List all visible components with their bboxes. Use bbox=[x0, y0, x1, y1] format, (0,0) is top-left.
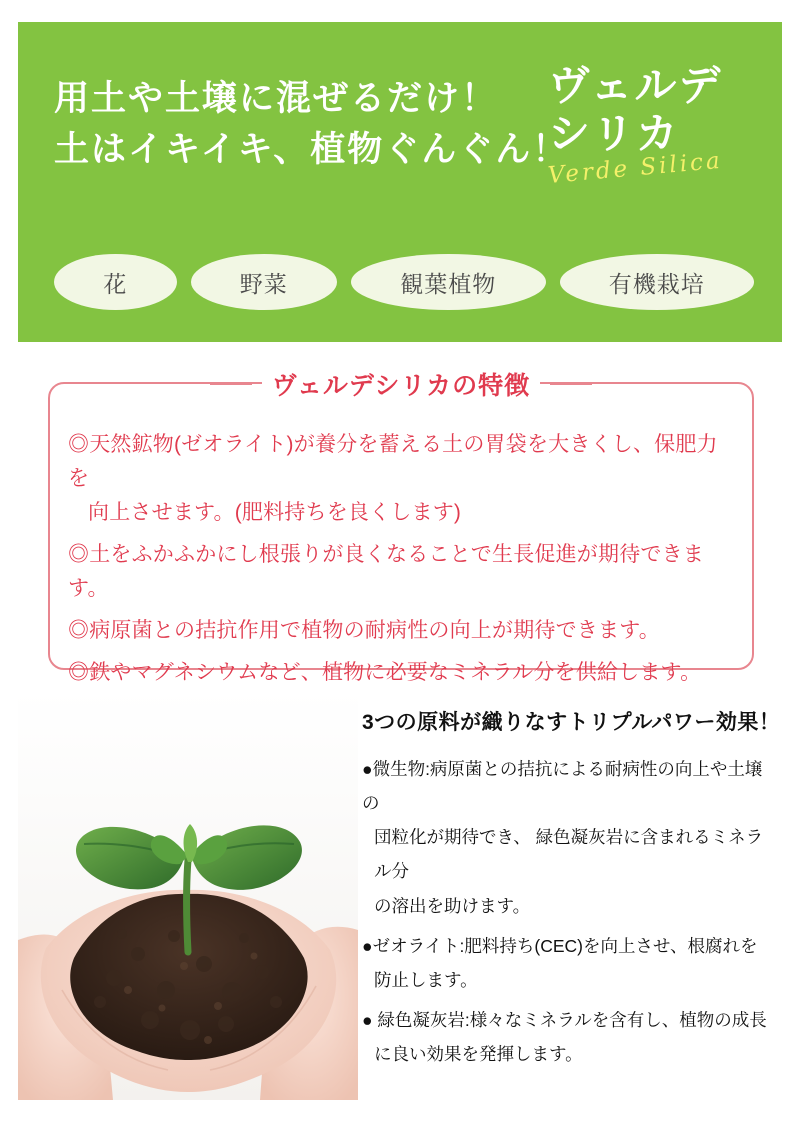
title-rule-right bbox=[550, 383, 592, 385]
power-bullet-line-3: の溶出を助けます。 bbox=[374, 895, 531, 916]
brand-logo bbox=[548, 62, 748, 189]
power-bullet-line-1: ●ゼオライト:肥料持ち(CEC)を向上させ、根腐れを bbox=[362, 935, 758, 956]
banner-headline-group bbox=[54, 74, 570, 176]
title-rule-left bbox=[210, 383, 252, 385]
power-bullet-line-2: に良い効果を発揮します。 bbox=[374, 1044, 583, 1064]
headline-line-2: 土はイキイキ、植物ぐんぐん！ bbox=[54, 129, 570, 169]
brand-script-name: Verde Silica bbox=[546, 147, 724, 189]
features-title: ヴェルデシリカの特徴 bbox=[262, 366, 540, 402]
features-list bbox=[68, 428, 738, 698]
power-bullet-line-2: 防止します。 bbox=[374, 969, 478, 990]
feature-item bbox=[68, 614, 738, 648]
feature-item bbox=[68, 656, 738, 690]
category-pill-vegetable: 野菜 bbox=[191, 254, 338, 310]
feature-item-line-1: ◎天然鉱物(ゼオライト)が養分を蓄える土の胃袋を大きくし、保肥力を bbox=[68, 433, 718, 491]
category-pill-foliage-plant: 観葉植物 bbox=[351, 254, 546, 310]
power-bullet-microorganism bbox=[362, 752, 782, 923]
power-bullet-line-1: ●微生物:病原菌との拮抗による耐病性の向上や土壌 の bbox=[362, 759, 763, 814]
category-pill-flower: 花 bbox=[54, 254, 177, 310]
photo-illustration bbox=[18, 690, 358, 1100]
feature-item-line-1: ◎病原菌との拮抗作用で植物の耐病性の向上が期待できます。 bbox=[68, 619, 660, 643]
features-title-wrap bbox=[50, 366, 752, 402]
brand-name-line-1: ヴェルデ bbox=[548, 62, 723, 109]
feature-item-line-1: ◎鉄やマグネシウムなど、植物に必要なミネラル分を供給します。 bbox=[68, 661, 702, 685]
header-banner bbox=[18, 22, 782, 342]
category-pill-organic-farming: 有機栽培 bbox=[560, 254, 755, 310]
power-bullet-zeolite bbox=[362, 929, 782, 997]
triple-power-section bbox=[362, 706, 782, 1077]
category-pill-group bbox=[54, 254, 754, 310]
headline-line-1: 用土や土壌に混ぜるだけ！ bbox=[54, 79, 499, 118]
power-bullet-green-tuff bbox=[362, 1003, 782, 1071]
hands-holding-soil-photo bbox=[18, 690, 358, 1100]
features-box bbox=[48, 372, 754, 685]
feature-item-line-2: 向上させます。(肥料持ちを良くします) bbox=[88, 501, 462, 525]
power-bullet-line-1: ● 緑色凝灰岩:様々なミネラルを含有し、植物の成長 bbox=[362, 1009, 767, 1030]
triple-power-title: 3つの原料が織りなすトリプルパワー効果！ bbox=[362, 711, 781, 734]
feature-item bbox=[68, 428, 738, 530]
feature-item-line-1: ◎土をふかふかにし根張りが良くなることで生長促進が期待できます。 bbox=[68, 543, 704, 601]
brand-name-line-2: シリカ bbox=[548, 110, 680, 158]
power-bullet-line-2: 団粒化が期待でき、 緑色凝灰岩に含まれるミネラ ル分 bbox=[374, 827, 764, 882]
feature-item bbox=[68, 538, 738, 606]
